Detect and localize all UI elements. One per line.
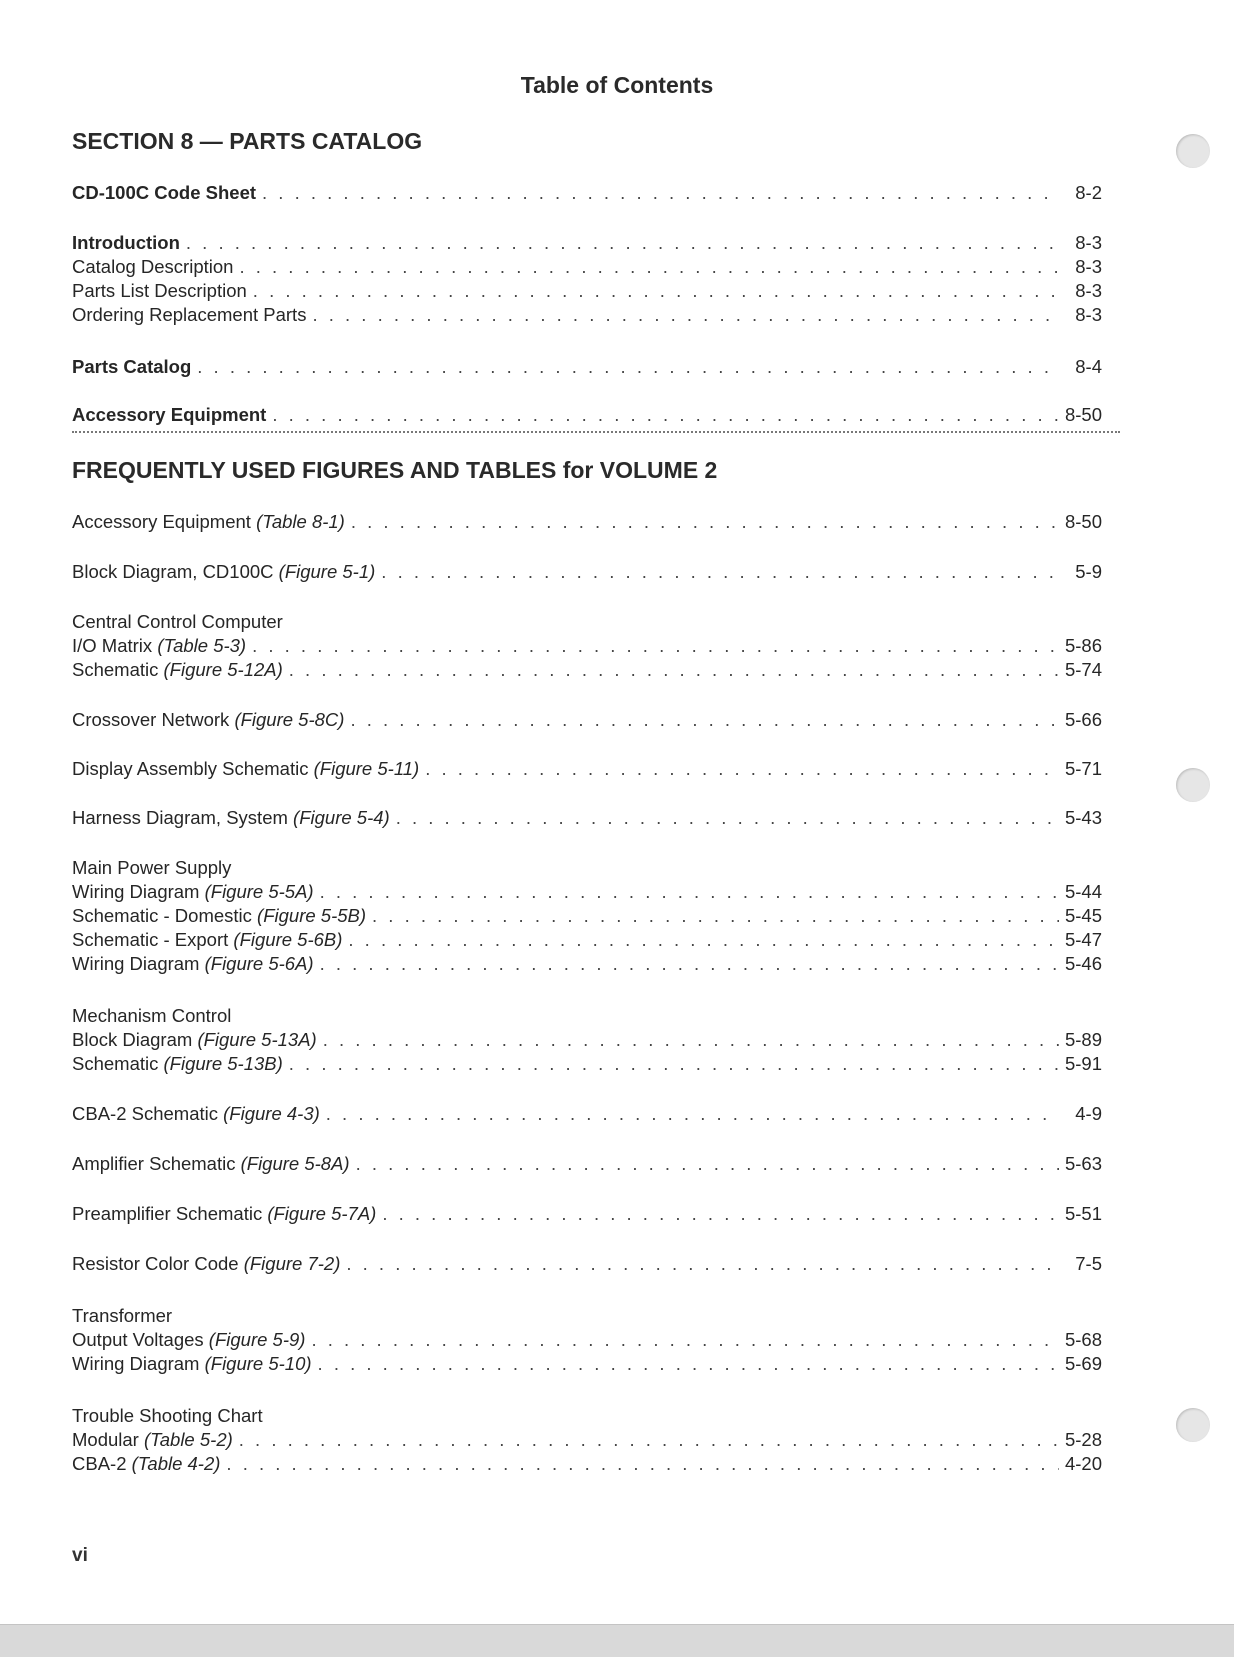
- dot-leader: [320, 880, 1059, 904]
- toc-entry-page: 5-74: [1064, 659, 1102, 680]
- toc-entry-label: Wiring Diagram: [72, 953, 200, 974]
- toc-entry[interactable]: [72, 928, 1102, 952]
- toc-entry-label: Accessory Equipment: [72, 404, 267, 425]
- toc-entry-ref: (Figure 5-1): [278, 561, 376, 582]
- dot-leader: [311, 1328, 1059, 1352]
- toc-entry-page: 5-47: [1064, 929, 1102, 950]
- toc-entry[interactable]: [72, 510, 1102, 534]
- toc-entry-page: 5-68: [1064, 1329, 1102, 1350]
- toc-entry-page: 5-63: [1064, 1153, 1102, 1174]
- toc-entry-ref: (Table 5-3): [157, 635, 247, 656]
- dot-leader: [350, 708, 1059, 732]
- section-8-heading: SECTION 8 — PARTS CATALOG: [72, 128, 423, 154]
- toc-entry-label: I/O Matrix: [72, 635, 153, 656]
- toc-entry-label: Schematic - Domestic: [72, 905, 252, 926]
- toc-entry-page: 4-9: [1075, 1103, 1102, 1124]
- toc-entry-page: 5-51: [1064, 1203, 1102, 1224]
- dot-leader: [425, 757, 1059, 781]
- group-label: Trouble Shooting Chart: [72, 1405, 263, 1426]
- dot-leader: [262, 181, 1060, 205]
- toc-entry-page: 5-69: [1064, 1353, 1102, 1374]
- toc-entry[interactable]: [72, 634, 1102, 658]
- toc-entry-page: 5-71: [1064, 758, 1102, 779]
- toc-entry-label: Catalog Description: [72, 256, 234, 277]
- toc-entry[interactable]: [72, 181, 1102, 205]
- toc-entry-label: Crossover Network: [72, 709, 230, 730]
- toc-entry-page: 5-86: [1064, 635, 1102, 656]
- group-label: Transformer: [72, 1305, 173, 1326]
- toc-entry-page: 5-45: [1064, 905, 1102, 926]
- dot-leader: [289, 1052, 1059, 1076]
- toc-entry-label: Preamplifier Schematic: [72, 1203, 263, 1224]
- toc-entry[interactable]: [72, 1452, 1102, 1476]
- toc-entry[interactable]: [72, 1052, 1102, 1076]
- dot-leader: [226, 1452, 1059, 1476]
- toc-entry-page: 5-89: [1064, 1029, 1102, 1050]
- toc-entry[interactable]: [72, 880, 1102, 904]
- dot-leader: [381, 560, 1060, 584]
- dot-leader: [239, 1428, 1059, 1452]
- toc-entry-page: 8-3: [1075, 280, 1102, 301]
- toc-entry-ref: (Figure 5-6B): [233, 929, 343, 950]
- dot-leader: [197, 355, 1060, 379]
- dot-leader: [186, 231, 1060, 255]
- toc-entry-label: Harness Diagram, System: [72, 807, 288, 828]
- toc-entry-ref: (Figure 4-3): [223, 1103, 320, 1124]
- toc-entry[interactable]: [72, 904, 1102, 928]
- toc-entry[interactable]: [72, 231, 1102, 255]
- toc-entry-ref: (Figure 5-8A): [240, 1153, 350, 1174]
- toc-entry-ref: (Figure 5-12A): [163, 659, 283, 680]
- scan-edge: [0, 1624, 1234, 1657]
- dot-leader: [346, 1252, 1060, 1276]
- binder-hole: [1176, 1408, 1210, 1442]
- toc-entry-label: Parts Catalog: [72, 356, 192, 377]
- dot-leader: [289, 658, 1059, 682]
- toc-entry-ref: (Figure 5-7A): [267, 1203, 377, 1224]
- dot-leader: [351, 510, 1059, 534]
- toc-entry[interactable]: [72, 403, 1102, 427]
- toc-entry-ref: (Figure 7-2): [243, 1253, 341, 1274]
- toc-entry-page: 8-3: [1075, 304, 1102, 325]
- toc-entry[interactable]: [72, 255, 1102, 279]
- toc-entry-ref: (Figure 5-9): [208, 1329, 306, 1350]
- toc-entry-label: Block Diagram, CD100C: [72, 561, 274, 582]
- dot-leader: [318, 1352, 1059, 1376]
- toc-entry-label: Schematic: [72, 1053, 159, 1074]
- toc-entry[interactable]: [72, 560, 1102, 584]
- dot-leader: [239, 255, 1060, 279]
- toc-entry[interactable]: [72, 355, 1102, 379]
- toc-entry-page: 8-3: [1075, 256, 1102, 277]
- toc-entry[interactable]: [72, 757, 1102, 781]
- binder-hole: [1176, 134, 1210, 168]
- toc-entry[interactable]: [72, 1202, 1102, 1226]
- toc-entry-ref: (Figure 5-4): [293, 807, 390, 828]
- dot-leader: [396, 806, 1059, 830]
- toc-entry-ref: (Figure 5-6A): [204, 953, 314, 974]
- toc-entry-label: CBA-2 Schematic: [72, 1103, 218, 1124]
- toc-entry-label: Accessory Equipment: [72, 511, 251, 532]
- toc-entry-page: 5-28: [1064, 1429, 1102, 1450]
- figures-heading: FREQUENTLY USED FIGURES AND TABLES for VOLUME 2: [72, 457, 718, 483]
- toc-entry[interactable]: [72, 1102, 1102, 1126]
- toc-entry-ref: (Figure 5-5A): [204, 881, 314, 902]
- dot-leader: [312, 303, 1060, 327]
- toc-entry[interactable]: [72, 708, 1102, 732]
- group-label: Main Power Supply: [72, 857, 232, 878]
- toc-entry-ref: (Figure 5-13A): [197, 1029, 317, 1050]
- toc-entry[interactable]: [72, 1152, 1102, 1176]
- dot-leader: [323, 1028, 1059, 1052]
- toc-entry-ref: (Figure 5-5B): [257, 905, 367, 926]
- dot-leader: [372, 904, 1059, 928]
- toc-entry[interactable]: [72, 658, 1102, 682]
- dot-leader: [348, 928, 1059, 952]
- group-label: Central Control Computer: [72, 611, 283, 632]
- toc-entry-ref: (Table 4-2): [131, 1453, 221, 1474]
- toc-entry-page: 8-2: [1075, 182, 1102, 203]
- toc-entry-label: Ordering Replacement Parts: [72, 304, 307, 325]
- toc-entry[interactable]: [72, 1352, 1102, 1376]
- dot-leader: [320, 952, 1059, 976]
- toc-entry-label: CD-100C Code Sheet: [72, 182, 257, 203]
- toc-entry-ref: (Table 5-2): [143, 1429, 233, 1450]
- dot-leader: [272, 403, 1059, 427]
- toc-entry-label: Wiring Diagram: [72, 1353, 200, 1374]
- toc-entry[interactable]: [72, 952, 1102, 976]
- toc-entry-label: Schematic: [72, 659, 159, 680]
- toc-entry-label: Introduction: [72, 232, 180, 253]
- dot-leader: [356, 1152, 1059, 1176]
- toc-entry-label: Modular: [72, 1429, 139, 1450]
- group-label: Mechanism Control: [72, 1005, 232, 1026]
- dot-leader: [326, 1102, 1060, 1126]
- toc-entry-label: Resistor Color Code: [72, 1253, 239, 1274]
- toc-entry-page: 5-91: [1064, 1053, 1102, 1074]
- toc-entry-label: CBA-2: [72, 1453, 127, 1474]
- dot-leader: [382, 1202, 1059, 1226]
- toc-entry-label: Wiring Diagram: [72, 881, 200, 902]
- toc-entry[interactable]: [72, 1328, 1102, 1352]
- toc-entry-page: 5-9: [1075, 561, 1102, 582]
- toc-entry-label: Amplifier Schematic: [72, 1153, 236, 1174]
- toc-entry[interactable]: [72, 1252, 1102, 1276]
- toc-entry-page: 8-3: [1075, 232, 1102, 253]
- toc-entry-label: Block Diagram: [72, 1029, 193, 1050]
- toc-entry-ref: (Figure 5-11): [313, 758, 420, 779]
- toc-entry-page: 8-4: [1075, 356, 1102, 377]
- toc-entry-label: Parts List Description: [72, 280, 247, 301]
- toc-entry-page: 5-46: [1064, 953, 1102, 974]
- toc-entry-ref: (Figure 5-8C): [234, 709, 345, 730]
- page-number: vi: [72, 1545, 88, 1566]
- binder-hole: [1176, 768, 1210, 802]
- toc-entry-ref: (Figure 5-13B): [163, 1053, 283, 1074]
- toc-entry-page: 5-66: [1064, 709, 1102, 730]
- toc-entry-page: 5-44: [1064, 881, 1102, 902]
- toc-entry-page: 4-20: [1064, 1453, 1102, 1474]
- toc-entry[interactable]: [72, 303, 1102, 327]
- page-title: Table of Contents: [520, 72, 714, 98]
- toc-entry-ref: (Table 8-1): [256, 511, 345, 532]
- toc-entry[interactable]: [72, 806, 1102, 830]
- toc-entry-page: 7-5: [1075, 1253, 1102, 1274]
- section-divider: [72, 431, 1120, 433]
- dot-leader: [253, 279, 1060, 303]
- toc-entry-page: 5-43: [1064, 807, 1102, 828]
- toc-entry[interactable]: [72, 1428, 1102, 1452]
- toc-entry-label: Schematic - Export: [72, 929, 229, 950]
- toc-entry[interactable]: [72, 279, 1102, 303]
- dot-leader: [252, 634, 1059, 658]
- toc-entry-label: Display Assembly Schematic: [72, 758, 309, 779]
- toc-entry-page: 8-50: [1064, 404, 1102, 425]
- toc-entry[interactable]: [72, 1028, 1102, 1052]
- toc-entry-ref: (Figure 5-10): [204, 1353, 312, 1374]
- toc-entry-label: Output Voltages: [72, 1329, 204, 1350]
- toc-entry-page: 8-50: [1064, 511, 1102, 532]
